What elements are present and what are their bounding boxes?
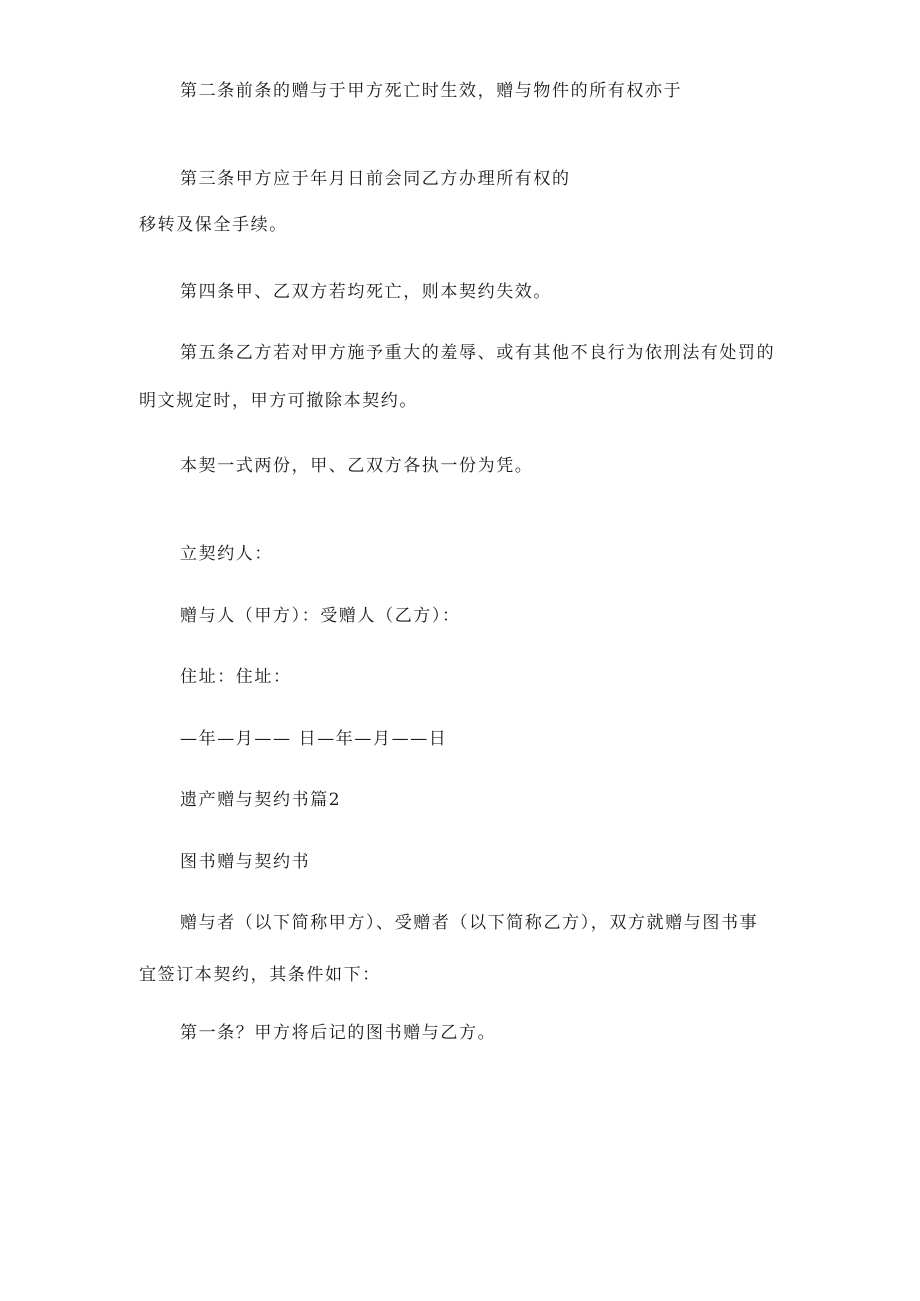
contract-parties-label: 立契约人： xyxy=(180,544,273,564)
preamble-continuation: 宜签订本契约，其条件如下： xyxy=(139,965,381,985)
article-1-text: 第一条？甲方将后记的图书赠与乙方。 xyxy=(180,1023,497,1043)
article-3-text: 第三条甲方应于年月日前会同乙方办理所有权的 xyxy=(180,169,571,189)
article-4-text: 第四条甲、乙双方若均死亡，则本契约失效。 xyxy=(180,282,552,302)
address-line: 住址：住址： xyxy=(180,667,292,687)
article-3-continuation: 移转及保全手续。 xyxy=(139,215,288,235)
section-heading: 遗产赠与契约书篇2 xyxy=(180,790,342,810)
donor-recipient-line: 赠与人（甲方）：受赠人（乙方）： xyxy=(180,606,461,626)
contract-title: 图书赠与契约书 xyxy=(180,852,311,872)
copies-clause: 本契一式两份，甲、乙双方各执一份为凭。 xyxy=(180,456,534,476)
article-5-continuation: 明文规定时，甲方可撤除本契约。 xyxy=(139,391,418,411)
preamble-text: 赠与者（以下简称甲方）、受赠者（以下简称乙方），双方就赠与图书事 xyxy=(180,913,759,933)
article-2-text: 第二条前条的赠与于甲方死亡时生效，赠与物件的所有权亦于 xyxy=(180,81,683,101)
article-5-text: 第五条乙方若对甲方施予重大的羞辱、或有其他不良行为依刑法有处罚的 xyxy=(180,343,776,363)
date-line: —年—月—— 日—年—月——日 xyxy=(180,729,448,749)
